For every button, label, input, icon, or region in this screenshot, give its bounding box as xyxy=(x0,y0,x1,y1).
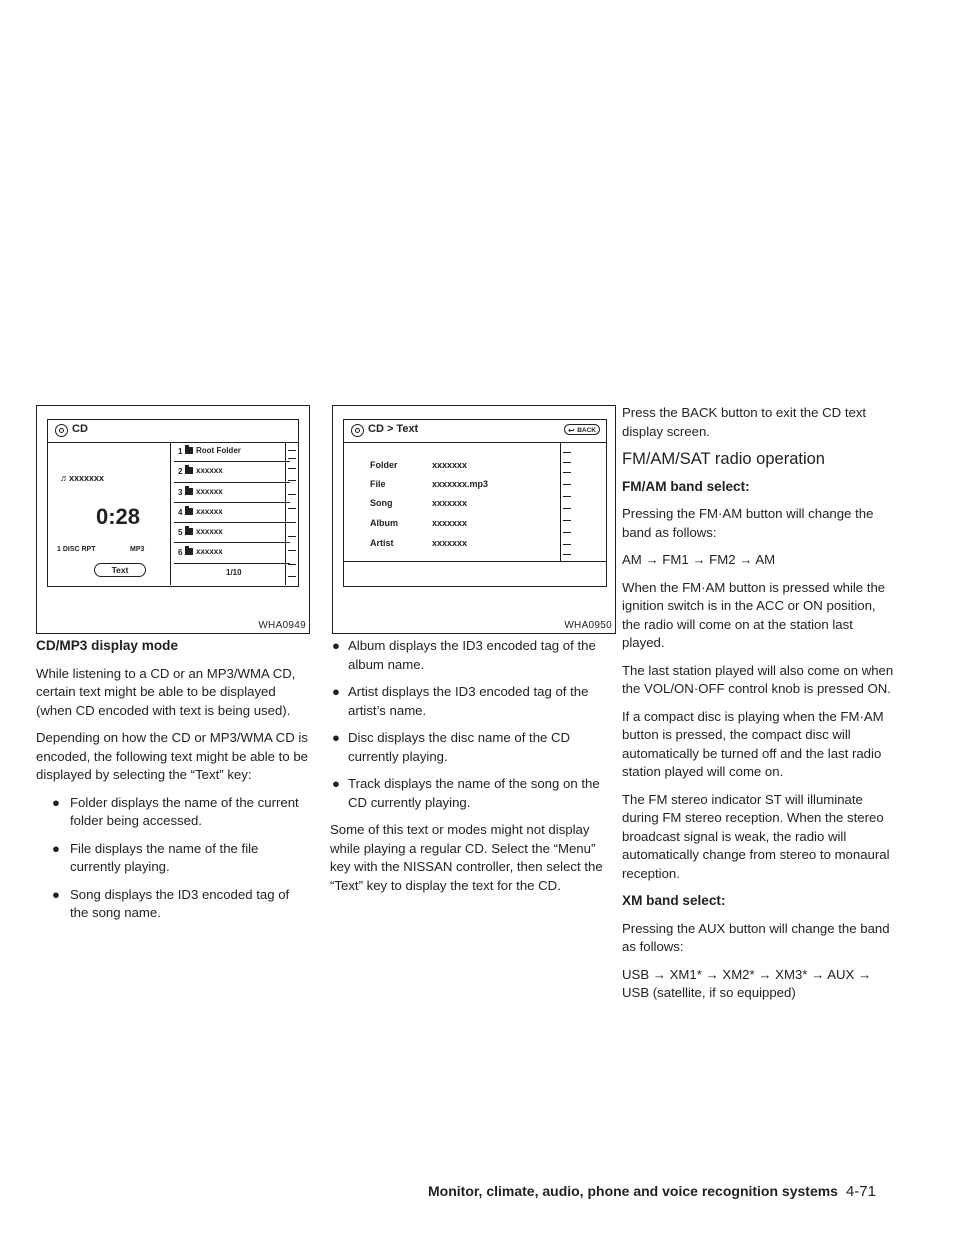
folder-icon xyxy=(185,508,193,515)
divider xyxy=(344,561,606,562)
scroll-tick xyxy=(288,564,296,565)
row-value: xxxxxxx xyxy=(432,460,468,470)
band-sequence: AM → FM1 → FM2 → AM xyxy=(622,552,776,567)
disc-icon xyxy=(351,424,364,437)
track-item[interactable] xyxy=(174,442,290,462)
track-number: 6 xyxy=(178,548,183,558)
scroll-tick xyxy=(288,480,296,481)
paragraph: The last station played will also come on when the VOL/ON·OFF control knob is pressed ON. xyxy=(622,662,894,696)
paragraph: Some of this text or modes might not display while playing a regular CD. Select the “Menu” key with the NISSAN controller, then select the “Text” key to display the text for the CD. xyxy=(330,822,603,893)
scroll-tick xyxy=(563,472,571,473)
bullet-icon: ● xyxy=(52,794,60,810)
paragraph: Press the BACK button to exit the CD text display screen. xyxy=(622,405,867,439)
track-label: xxxxxx xyxy=(196,486,223,496)
column-3 xyxy=(622,404,897,1012)
figure-code: WHA0950 xyxy=(564,620,612,631)
figure-cd-text xyxy=(332,405,616,634)
scroll-tick xyxy=(563,462,571,463)
bullet-icon: ● xyxy=(52,886,60,902)
track-number: 5 xyxy=(178,528,183,538)
row-label: File xyxy=(370,479,386,489)
figure-cd-display xyxy=(36,405,310,634)
bullet-icon: ● xyxy=(52,840,60,856)
column-2 xyxy=(330,637,603,904)
row-value: xxxxxxx xyxy=(432,538,468,548)
section-title: FM/AM/SAT radio operation xyxy=(622,450,825,468)
footer-title: Monitor, climate, audio, phone and voice recognition systems xyxy=(428,1183,838,1199)
scroll-tick xyxy=(288,458,296,459)
track-item[interactable] xyxy=(174,483,290,503)
paragraph: Pressing the AUX button will change the band as follows: xyxy=(622,920,890,954)
row-label: Song xyxy=(370,498,393,508)
play-time: 0:28 xyxy=(96,504,141,529)
screen-title: CD xyxy=(72,423,88,435)
scroll-tick xyxy=(563,452,571,453)
track-item[interactable] xyxy=(174,523,290,543)
bullet-icon: ● xyxy=(332,730,340,745)
bullet-item: ● Album displays the ID3 encoded tag of the album name. xyxy=(332,638,596,672)
screen-header xyxy=(48,420,298,443)
row-value: xxxxxxx.mp3 xyxy=(432,479,489,489)
track-item[interactable] xyxy=(174,462,290,482)
bullet-item: ● File displays the name of the file currently playing. xyxy=(52,840,259,874)
bullet-item: ● Artist displays the ID3 encoded tag of the artist’s name. xyxy=(332,684,589,718)
song-name: ♬xxxxxxx xyxy=(60,473,105,483)
folder-icon xyxy=(185,548,193,555)
heading-cd-mp3-display-mode: CD/MP3 display mode xyxy=(36,638,179,653)
row-label: Album xyxy=(370,518,398,528)
heading-fm-am-band-select: FM/AM band select: xyxy=(622,478,750,494)
bullet-item: ● Song displays the ID3 encoded tag of the song name. xyxy=(52,886,290,920)
paragraph: The FM stereo indicator ST will illuminate during FM stereo reception. When the stereo broadcast signal is weak, the radio will automatically change from stereo to monaural reception. xyxy=(622,791,890,881)
screen-title: CD > Text xyxy=(368,423,419,435)
scroll-tick xyxy=(563,544,571,545)
paragraph: If a compact disc is playing when the FM·AM button is pressed, the compact disc will automatically be turned off and the last radio station played will come on. xyxy=(622,708,884,779)
disc-icon xyxy=(55,424,68,437)
folder-icon xyxy=(185,528,193,535)
scroll-tick xyxy=(563,484,571,485)
scroll-tick xyxy=(288,536,296,537)
track-label: xxxxxx xyxy=(196,466,223,476)
scroll-tick xyxy=(288,494,296,495)
text-key-button[interactable]: Text xyxy=(94,563,146,577)
track-number: 1 xyxy=(178,447,183,456)
track-number: 3 xyxy=(178,487,183,497)
bullet-icon: ● xyxy=(332,776,340,791)
track-label: Root Folder xyxy=(196,446,241,455)
folder-icon xyxy=(185,488,193,495)
scroll-tick xyxy=(563,554,571,555)
scrollbar[interactable] xyxy=(560,442,573,561)
folder-icon xyxy=(185,447,193,454)
bullet-icon: ● xyxy=(332,684,340,699)
paragraph: Pressing the FM·AM button will change the band as follows: xyxy=(622,506,874,540)
bullet-icon: ● xyxy=(332,638,340,653)
track-item[interactable] xyxy=(174,503,290,523)
media-type: MP3 xyxy=(130,546,145,553)
scroll-tick xyxy=(563,496,571,497)
scrollbar[interactable] xyxy=(285,442,298,585)
scroll-tick xyxy=(288,522,296,523)
scroll-tick xyxy=(288,576,296,577)
track-label: xxxxxx xyxy=(196,547,223,557)
paragraph: When the FM·AM button is pressed while the ignition switch is in the ACC or ON position, the radio will come on at the station last played. xyxy=(622,579,886,650)
column-1 xyxy=(36,637,309,932)
repeat-mode: 1 DISC RPT xyxy=(57,546,96,553)
page-indicator: 1/10 xyxy=(226,568,242,577)
track-list xyxy=(174,442,290,564)
row-label: Folder xyxy=(370,460,398,470)
scroll-tick xyxy=(288,550,296,551)
scroll-tick xyxy=(288,468,296,469)
scroll-tick xyxy=(563,508,571,509)
row-value: xxxxxxx xyxy=(432,518,468,528)
screen-header xyxy=(344,420,606,443)
divider xyxy=(170,442,171,585)
row-value: xxxxxxx xyxy=(432,498,468,508)
paragraph: While listening to a CD or an MP3/WMA CD, certain text might be able to be displayed (when CD encoded with text is being used). xyxy=(36,665,296,718)
band-sequence: USB → XM1* → XM2* → XM3* → AUX → USB (satellite, if so equipped) xyxy=(622,966,872,1000)
page-footer xyxy=(428,1183,876,1200)
folder-icon xyxy=(185,467,193,474)
bullet-item: ● Folder displays the name of the current folder being accessed. xyxy=(52,794,299,828)
row-label: Artist xyxy=(370,538,394,548)
track-label: xxxxxx xyxy=(196,506,223,516)
heading-xm-band-select: XM band select: xyxy=(622,893,726,908)
track-item[interactable] xyxy=(174,543,290,563)
page-number: 4-71 xyxy=(845,1183,876,1200)
scroll-tick xyxy=(563,532,571,533)
scroll-tick xyxy=(288,508,296,509)
track-number: 2 xyxy=(178,467,183,477)
back-button[interactable]: ↩ BACK xyxy=(564,424,600,435)
track-number: 4 xyxy=(178,507,183,517)
cd-screen xyxy=(47,419,299,587)
scroll-tick xyxy=(563,520,571,521)
track-label: xxxxxx xyxy=(196,527,223,537)
figure-code: WHA0949 xyxy=(258,620,306,631)
bullet-item: ● Disc displays the disc name of the CD currently playing. xyxy=(332,730,571,764)
paragraph: Depending on how the CD or MP3/WMA CD is encoded, the following text might be able to be displayed by selecting the “Text” key: xyxy=(36,730,308,782)
bullet-item: ● Track displays the name of the song on the CD currently playing. xyxy=(332,776,600,810)
cd-text-screen xyxy=(343,419,607,587)
scroll-tick xyxy=(288,450,296,451)
